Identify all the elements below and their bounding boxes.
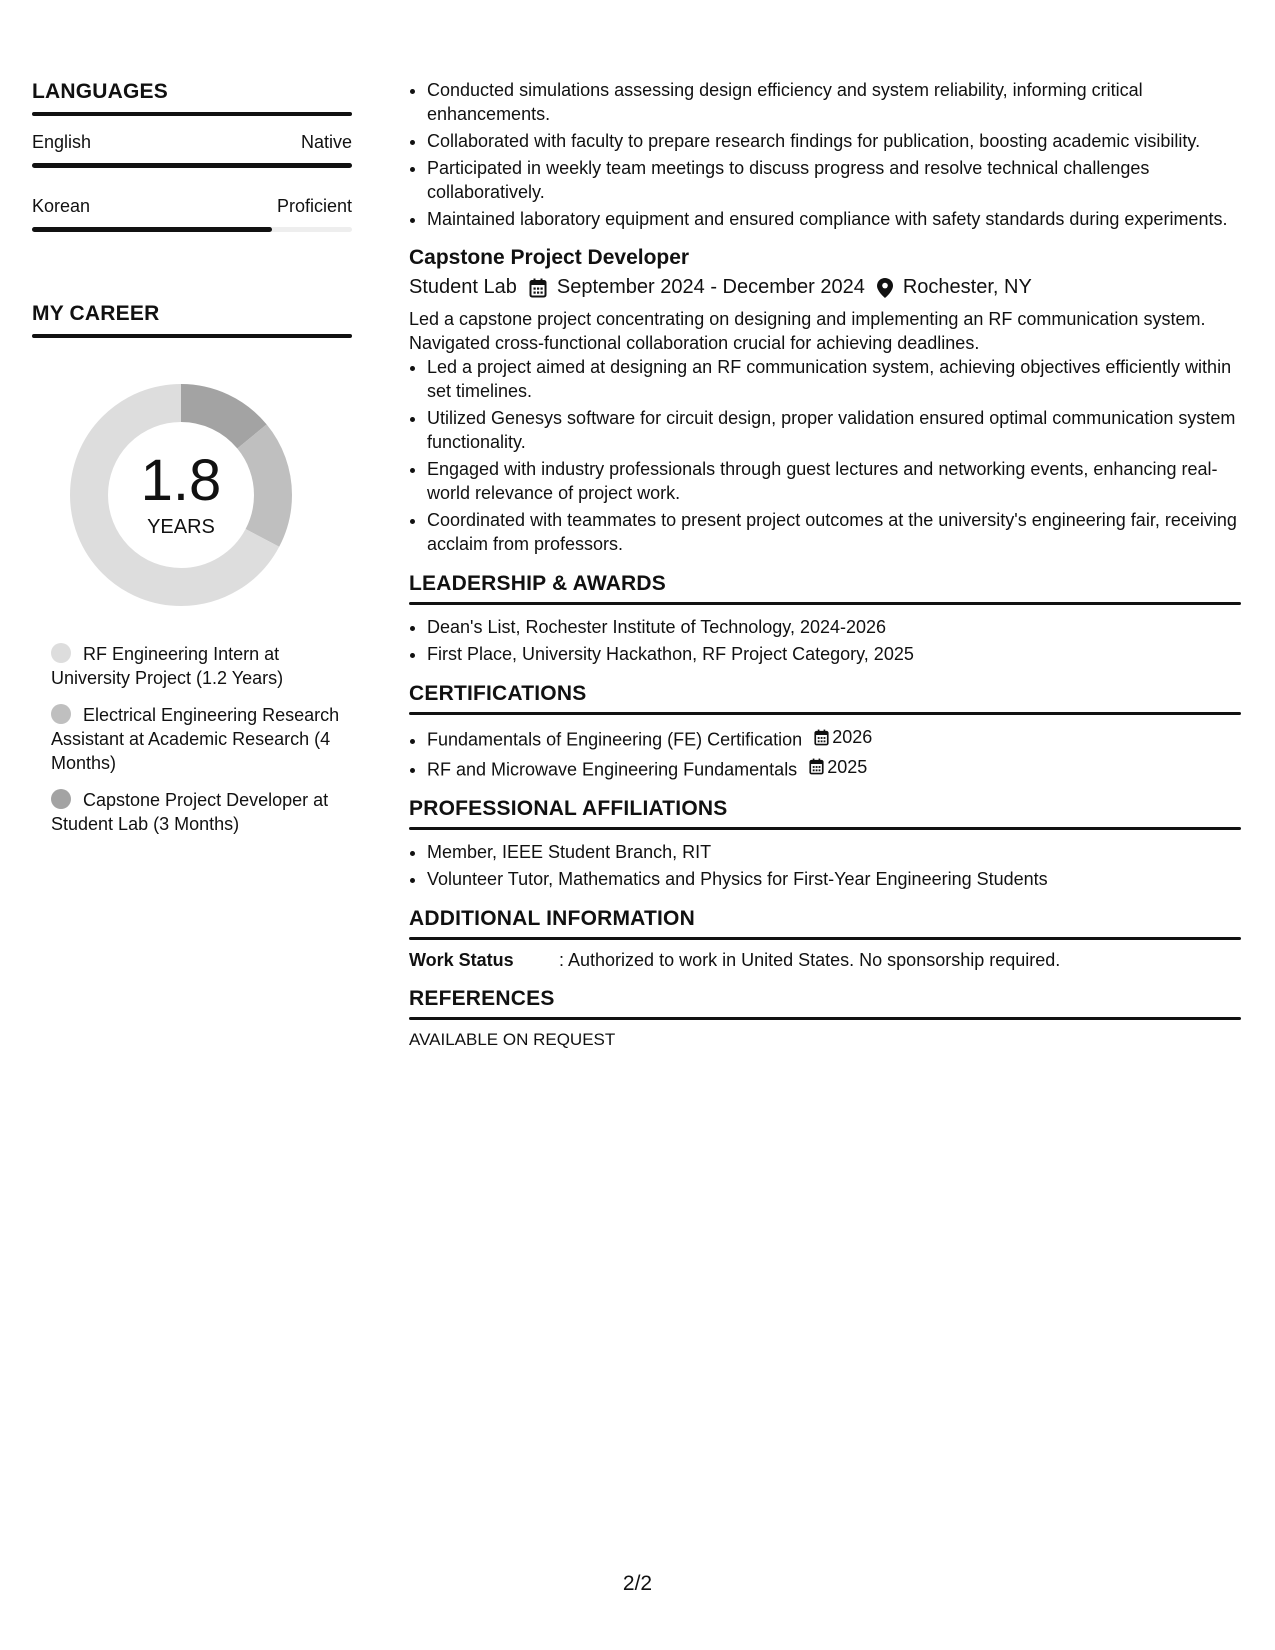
section-divider (32, 112, 352, 116)
list-item: • Collaborated with faculty to prepare research findings for publication, boosting academic visibility. (427, 129, 1241, 153)
additional-info-section (409, 907, 1241, 971)
certifications-list (409, 725, 1241, 781)
job-title: Capstone Project Developer (409, 246, 690, 269)
legend-item (51, 642, 341, 690)
section-divider (409, 602, 1241, 605)
list-item: • Participated in weekly team meetings to discuss progress and resolve technical challenges collaboratively. (427, 156, 1241, 204)
certifications-heading: CERTIFICATIONS (409, 682, 587, 705)
language-item-english (32, 132, 352, 168)
legend-item (51, 788, 341, 836)
leadership-section (409, 572, 1241, 666)
list-item (427, 755, 1241, 782)
work-status-label: Work Status (409, 950, 514, 970)
affiliations-section (409, 797, 1241, 891)
list-item: • Member, IEEE Student Branch, RIT (427, 840, 1241, 864)
donut-center (66, 448, 296, 539)
language-proficiency-bar (32, 163, 352, 168)
section-divider (409, 937, 1241, 940)
language-proficiency-fill (32, 163, 352, 168)
calendar-icon (814, 729, 829, 746)
certification-name: Fundamentals of Engineering (FE) Certification (427, 729, 803, 750)
certifications-section (409, 682, 1241, 781)
language-item-korean (32, 196, 352, 232)
career-legend (51, 642, 341, 836)
affiliations-list (409, 840, 1241, 891)
career-heading: MY CAREER (32, 302, 160, 325)
list-item: • Coordinated with teammates to present project outcomes at the university's engineering fair, receiving acclaim from professors. (427, 508, 1241, 556)
languages-section (32, 80, 352, 232)
language-level: Native (300, 132, 352, 152)
job-dates: September 2024 - December 2024 (556, 276, 865, 298)
work-status-value: : Authorized to work in United States. No sponsorship required. (559, 950, 1061, 970)
certification-year: 2026 (832, 727, 873, 747)
leadership-list (409, 615, 1241, 666)
calendar-icon (529, 278, 547, 298)
certification-date (814, 725, 872, 749)
job-description: Led a capstone project concentrating on designing and implementing an RF communication system. Navigated cross-functional collaboration crucial for achieving deadlines. (409, 309, 1206, 353)
affiliations-heading: PROFESSIONAL AFFILIATIONS (409, 797, 728, 820)
languages-heading: LANGUAGES (32, 80, 168, 103)
career-donut-chart (66, 380, 296, 610)
legend-item (51, 703, 341, 775)
job-entry (409, 246, 1241, 556)
list-item: • Conducted simulations assessing design efficiency and system reliability, informing critical enhancements. (427, 78, 1241, 126)
list-item: • Engaged with industry professionals through guest lectures and networking events, enhancing real-world relevance of project work. (427, 457, 1241, 505)
references-text: AVAILABLE ON REQUEST (409, 1030, 616, 1049)
legend-dot (51, 789, 71, 809)
career-total-years: 1.8 (140, 448, 222, 513)
language-name: Korean (32, 196, 91, 216)
career-total-unit: YEARS (147, 516, 215, 538)
work-status-row (409, 950, 1241, 971)
career-section (32, 302, 352, 836)
previous-job-bullets (409, 78, 1241, 231)
job-bullets (409, 355, 1241, 556)
certification-name: RF and Microwave Engineering Fundamentals (427, 759, 798, 779)
calendar-icon (809, 758, 824, 775)
list-item: • Maintained laboratory equipment and ensured compliance with safety standards during experiments. (427, 207, 1241, 231)
list-item: • Volunteer Tutor, Mathematics and Physics for First-Year Engineering Students (427, 867, 1241, 891)
section-divider (409, 1017, 1241, 1020)
legend-label: Capstone Project Developer at Student Lab (3 Months) (51, 790, 329, 834)
left-column (32, 80, 352, 849)
section-divider (32, 334, 352, 338)
legend-label: Electrical Engineering Research Assistant at Academic Research (4 Months) (51, 705, 340, 773)
job-company: Student Lab (409, 276, 517, 298)
job-location: Rochester, NY (902, 276, 1032, 298)
legend-dot (51, 643, 71, 663)
location-pin-icon (877, 278, 893, 298)
references-section (409, 987, 1241, 1050)
job-meta (409, 276, 1241, 299)
references-heading: REFERENCES (409, 987, 555, 1010)
section-divider (409, 712, 1241, 715)
legend-dot (51, 704, 71, 724)
certification-year: 2025 (827, 756, 868, 777)
language-proficiency-fill (32, 227, 272, 232)
certification-date (809, 755, 867, 779)
list-item (427, 725, 1241, 752)
section-divider (409, 827, 1241, 830)
legend-label: RF Engineering Intern at University Project (1.2 Years) (51, 644, 284, 688)
list-item: • Led a project aimed at designing an RF communication system, achieving objectives efficiently within set timelines. (427, 355, 1241, 403)
right-column (409, 78, 1241, 1050)
list-item: • Dean's List, Rochester Institute of Technology, 2024-2026 (427, 615, 1241, 639)
page-number: 2/2 (622, 1572, 653, 1595)
list-item: • Utilized Genesys software for circuit design, proper validation ensured optimal communication system functionality. (427, 406, 1241, 454)
language-proficiency-bar (32, 227, 352, 232)
additional-info-heading: ADDITIONAL INFORMATION (409, 907, 695, 930)
leadership-heading: LEADERSHIP & AWARDS (409, 572, 666, 595)
language-name: English (32, 132, 92, 152)
list-item: • First Place, University Hackathon, RF Project Category, 2025 (427, 642, 1241, 666)
language-level: Proficient (276, 196, 352, 216)
